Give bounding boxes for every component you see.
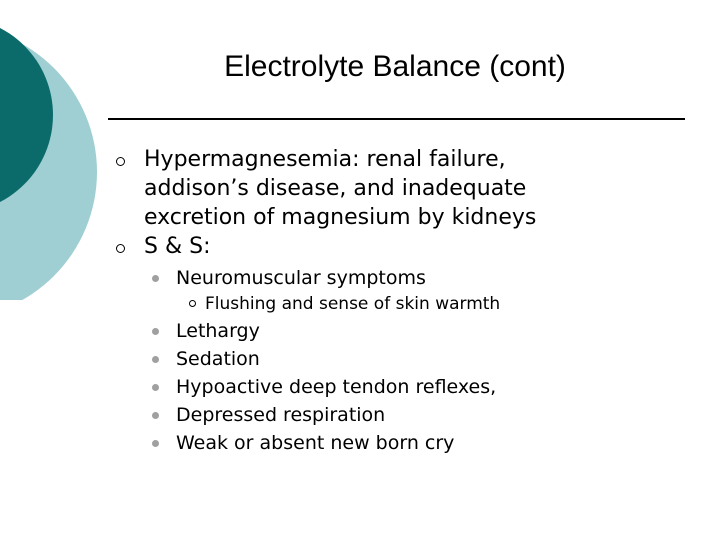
bullet-line: S & S: — [144, 234, 211, 259]
sub-bullet: Neuromuscular symptoms — [176, 267, 426, 289]
sub-bullet-marker-icon — [152, 384, 159, 391]
sub-bullet-marker-icon — [152, 328, 159, 335]
bullet-line: addison’s disease, and inadequate — [144, 176, 527, 201]
sub-bullet-marker-icon — [152, 275, 159, 282]
sub-bullet-marker-icon — [152, 440, 159, 447]
bullet-line: excretion of magnesium by kidneys — [144, 205, 537, 230]
sub-bullet-marker-icon — [152, 356, 159, 363]
bullet-marker-icon — [116, 244, 125, 253]
slide-title: Electrolyte Balance (cont) — [224, 50, 566, 83]
bullet-line: Hypermagnesemia: renal failure, — [144, 147, 506, 172]
sub-bullet: Weak or absent new born cry — [176, 432, 455, 454]
sub-bullet: Lethargy — [176, 320, 260, 342]
sub-bullet: Depressed respiration — [176, 404, 386, 426]
bullet-marker-icon — [116, 157, 125, 166]
sub-bullet-marker-icon — [152, 412, 159, 419]
sub-bullet: Sedation — [176, 348, 260, 370]
sub-bullet: Hypoactive deep tendon reflexes, — [176, 376, 497, 398]
sub-sub-bullet: Flushing and sense of skin warmth — [205, 294, 501, 314]
sub-sub-bullet-marker-icon — [189, 300, 196, 307]
